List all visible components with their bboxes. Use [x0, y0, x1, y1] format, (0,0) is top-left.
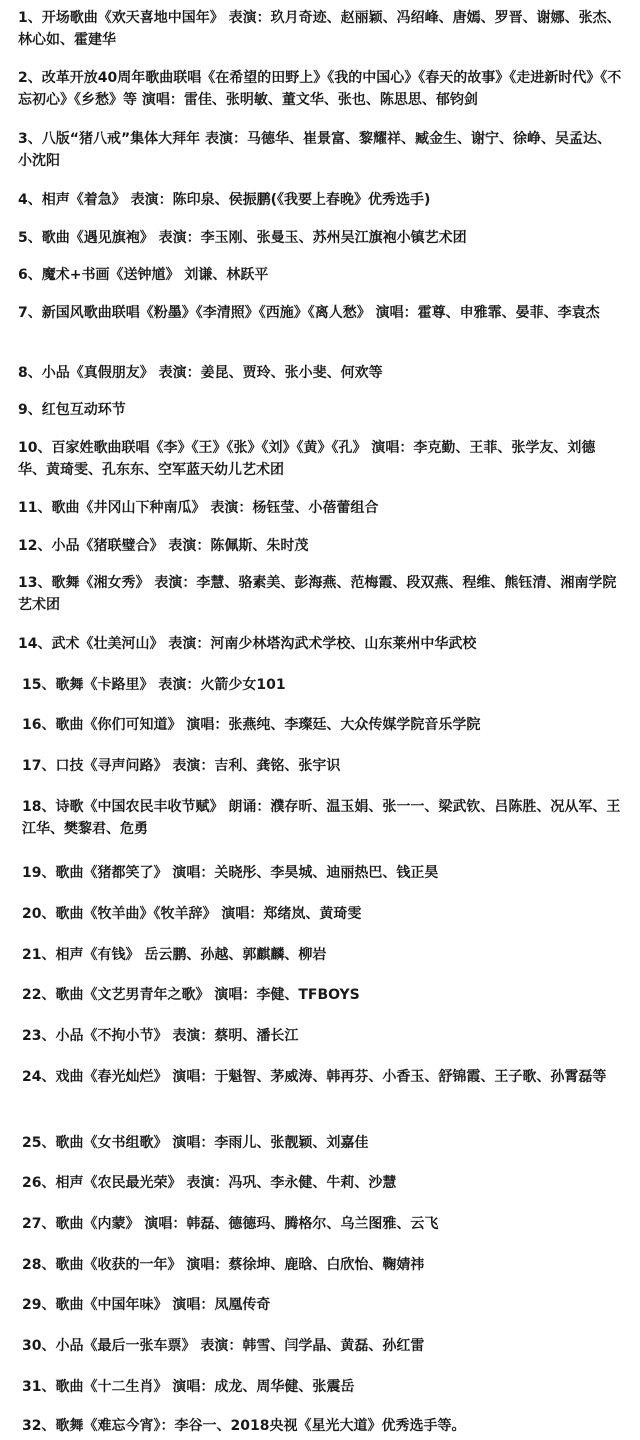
program-item-19: 19、歌曲《猪都笑了》 演唱：关晓彤、李昊城、迪丽热巴、钱正昊 — [22, 865, 439, 881]
program-item-21: 21、相声《有钱》 岳云鹏、孙越、郭麒麟、柳岩 — [22, 947, 327, 963]
program-item-20: 20、歌曲《牧羊曲》《牧羊辞》 演唱：郑绪岚、黄琦雯 — [22, 906, 362, 922]
program-item-28: 28、歌曲《收获的一年》 演唱：蔡徐坤、鹿晗、白欣怡、鞠婧祎 — [22, 1257, 425, 1273]
program-item-17: 17、口技《寻声问路》 表演：吉利、龚铭、张宇识 — [22, 758, 341, 774]
program-item-5: 5、歌曲《遇见旗袍》 表演：李玉刚、张曼玉、苏州吴江旗袍小镇艺术团 — [18, 230, 467, 246]
program-item-26: 26、相声《农民最光荣》 表演：冯巩、李永健、牛莉、沙慧 — [22, 1175, 397, 1191]
program-item-8: 8、小品《真假朋友》 表演：姜昆、贾玲、张小斐、何欢等 — [18, 365, 383, 381]
program-item-9: 9、红包互动环节 — [18, 402, 126, 418]
program-item-27: 27、歌曲《内蒙》 演唱：韩磊、德德玛、腾格尔、乌兰图雅、云飞 — [22, 1216, 439, 1232]
program-item-29: 29、歌曲《中国年味》 演唱：凤凰传奇 — [22, 1297, 271, 1313]
program-item-22: 22、歌曲《文艺男青年之歌》 演唱：李健、TFBOYS — [22, 987, 360, 1003]
program-item-6: 6、魔术+书画《送钟馗》 刘谦、林跃平 — [18, 267, 269, 283]
program-item-14: 14、武术《壮美河山》 表演：河南少林塔沟武术学校、山东莱州中华武校 — [18, 636, 477, 652]
program-item-16: 16、歌曲《你们可知道》 演唱：张燕纯、李璨廷、大众传媒学院音乐学院 — [22, 717, 481, 733]
program-item-13: 13、歌舞《湘女秀》 表演：李慧、骆素美、彭海燕、范梅霞、段双燕、程维、熊钰清、湘南学院艺术团 — [18, 575, 617, 613]
program-item-4: 4、相声《着急》 表演：陈印泉、侯振鹏(《我要上春晚》优秀选手) — [18, 192, 431, 208]
program-item-30: 30、小品《最后一张车票》 表演：韩雪、闫学晶、黄磊、孙红雷 — [22, 1338, 425, 1354]
program-item-1: 1、开场歌曲《欢天喜地中国年》 表演：玖月奇迹、赵丽颖、冯绍峰、唐嫣、罗晋、谢娜、张杰、林心如、霍建华 — [18, 10, 621, 48]
program-item-18: 18、诗歌《中国农民丰收节赋》 朗诵：濮存昕、温玉娟、张一一、梁武钦、吕陈胜、况从军、王江华、樊黎君、危勇 — [22, 799, 621, 837]
program-item-3: 3、八版“猪八戒”集体大拜年 表演：马德华、崔景富、黎耀祥、臧金生、谢宁、徐峥、吴孟达、小沈阳 — [18, 131, 612, 169]
program-item-23: 23、小品《不拘小节》 表演：蔡明、潘长江 — [22, 1028, 299, 1044]
program-item-32: 32、歌舞《难忘今宵》：李谷一、2018央视《星光大道》优秀选手等。 — [22, 1418, 466, 1434]
program-item-10: 10、百家姓歌曲联唱《李》《王》《张》《刘》《黄》《孔》 演唱：李克勤、王菲、张学友、刘德华、黄琦雯、孔东东、空军蓝天幼儿艺术团 — [18, 440, 596, 478]
program-item-12: 12、小品《猪联璧合》 表演：陈佩斯、朱时茂 — [18, 538, 309, 554]
program-item-2: 2、改革开放40周年歌曲联唱《在希望的田野上》《我的中国心》《春天的故事》《走进新时代》《不忘初心》《乡愁》等 演唱：雷佳、张明敏、董文华、张也、陈思思、郁钧剑 — [18, 70, 622, 108]
program-item-24: 24、戏曲《春光灿烂》 演唱：于魁智、茅威涛、韩再芬、小香玉、舒锦霞、王子歌、孙霄磊等 — [22, 1069, 607, 1085]
program-item-11: 11、歌曲《井冈山下种南瓜》 表演：杨钰莹、小蓓蕾组合 — [18, 500, 379, 516]
program-item-25: 25、歌曲《女书组歌》 演唱：李雨儿、张靓颖、刘嘉佳 — [22, 1135, 369, 1151]
program-item-31: 31、歌曲《十二生肖》 演唱：成龙、周华健、张震岳 — [22, 1379, 355, 1395]
program-item-7: 7、新国风歌曲联唱《粉墨》《李清照》《西施》《离人愁》 演唱：霍尊、申雅霏、晏菲、李袁杰 — [18, 305, 600, 321]
program-item-15: 15、歌舞《卡路里》 表演：火箭少女101 — [22, 677, 286, 693]
